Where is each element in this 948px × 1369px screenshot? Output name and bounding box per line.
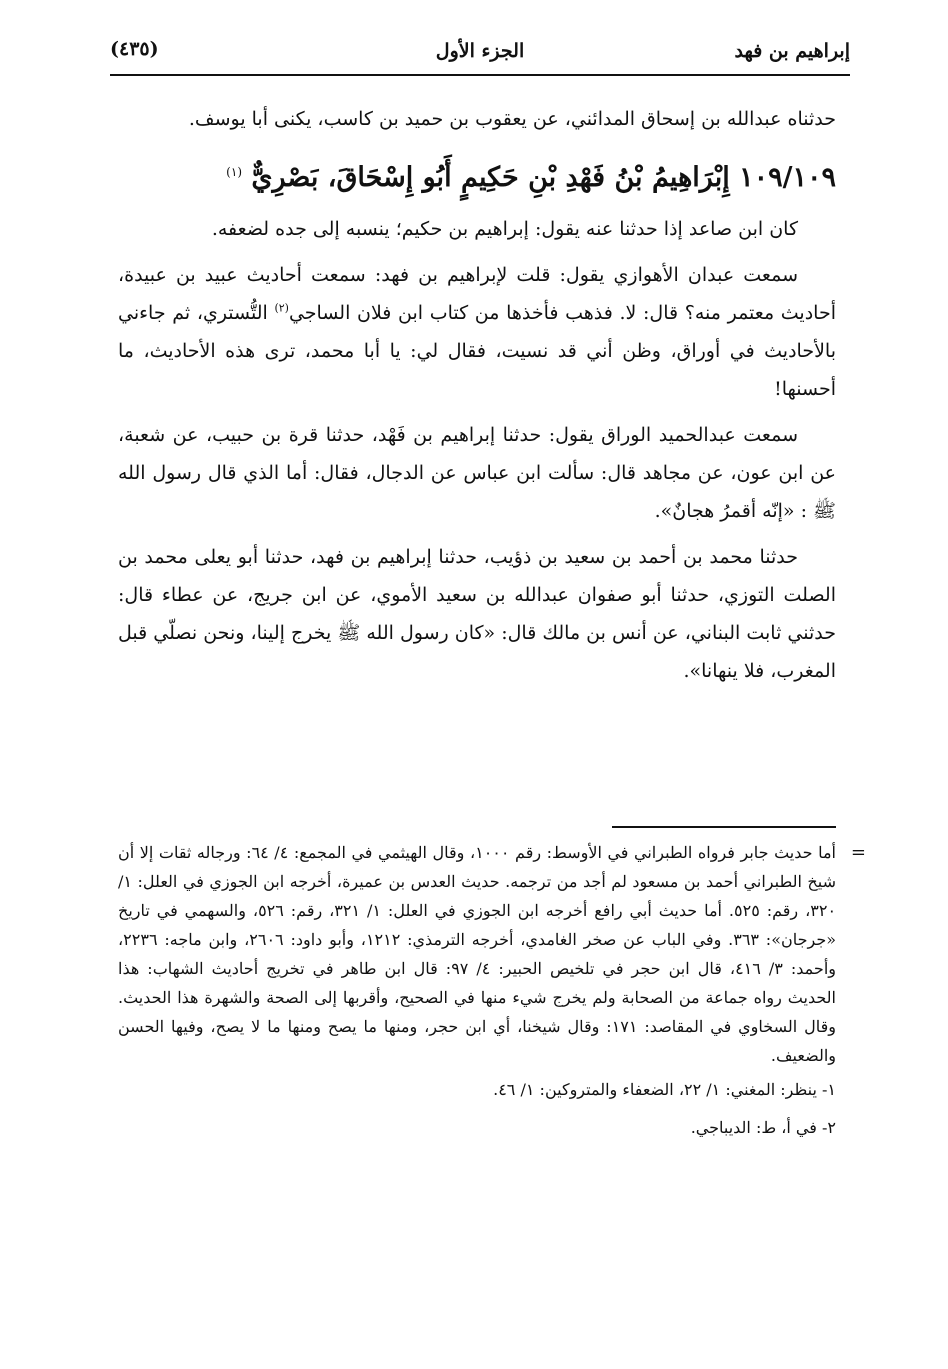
footnote-continuation-mark: = [850, 842, 866, 863]
entry-title-ref: (١) [226, 165, 242, 179]
footnote-2: ٢- في أ، ط: الديباجي. [690, 1118, 836, 1137]
footnote-continued-text: أما حديث جابر فرواه الطبراني في الأوسط: رقم ١٠٠٠، وقال الهيثمي في المجمع: ٤/ ٦٤: ورجاله ثقات إلا أن شيخ الطبراني أحمد بن مسعود لم أجد من ترجمه. حديث العدس بن عميرة، أخرجه ابن الجوزي في العلل: ١/ ٣٢٠، رقم: ٥٢٥. أما حديث أبي رافع أخرجه ابن الجوزي في العلل: ١/ ٣٢١، رقم: ٥٢٦، والسهمي في تاريخ «جرجان»: ٣٦٣. وفي الباب عن صخر الغامدي، أخرجه الترمذي: ١٢١٢، وأبو داود: ٢٦٠٦، وابن ماجه: ٢٢٣٦، وأحمد: ٣/ ٤١٦، قال ابن حجر في تلخيص الحبير: ٤/ ٩٧: قال ابن طاهر في تخريج أحاديث الشهاب: هذا الحديث رواه جماعة من الصحابة ولم يخرج شيء منها في الصحيح، وأقربها إلى الصحة والشهرة هذا الحديث. وقال السخاوي في المقاصد: ١٧١: وقال شيخنا، أي ابن حجر، ومنها ما يصح ومنها ما لا يصح، وفيها الحسن والضعيف. [118, 843, 837, 1065]
paragraph-2-text: سمعت عبدان الأهوازي يقول: قلت لإبراهيم بن فهد: سمعت أحاديث عبيد بن عبيدة، أحاديث معتمر منه؟ قال: لا. فذهب فأخذها من كتاب ابن فلان الساجي [118, 264, 836, 324]
footnote-1: ١- ينظر: المغني: ١/ ٢٢، الضعفاء والمتروكين: ١/ ٤٦. [493, 1080, 836, 1099]
paragraph-intro: حدثناه عبدالله بن إسحاق المدائني، عن يعقوب بن حميد بن كاسب، يكنى أبا يوسف. [188, 108, 836, 130]
entry-title-text: ١٠٩/١٠٩ إِبْرَاهِيمُ بْنُ فَهْدِ بْنِ حَكِيمٍ أَبُو إِسْحَاقَ، بَصْرِيٌّ [251, 162, 836, 193]
paragraph-2 [118, 256, 836, 408]
header-author-name: إبراهيم بن فهد [734, 40, 850, 62]
main-text [118, 100, 836, 698]
paragraph-2-ref: (٢) [274, 301, 289, 315]
paragraph-4: حدثنا محمد بن أحمد بن سعيد بن ذؤيب، حدثنا إبراهيم بن فهد، حدثنا أبو يعلى محمد بن الصلت التوزي، حدثنا أبو صفوان عبدالله بن سعيد الأموي، عن ابن جريج، عن عطاء قال: حدثني ثابت البناني، عن أنس بن مالك قال: «كان رسول الله ﷺ يخرج إلينا، ونحن نصلّي قبل المغرب، فلا ينهانا». [118, 546, 836, 682]
footnote-rule [612, 826, 836, 828]
footnote-list [118, 1074, 836, 1144]
paragraph-3: سمعت عبدالحميد الوراق يقول: حدثنا إبراهيم بن فَهْد، حدثنا قرة بن حبيب، عن شعبة، عن ابن عون، عن مجاهد قال: سألت ابن عباس عن الدجال، فقال: أما الذي قال رسول الله ﷺ : «إنّه أقمرُ هجانٌ». [118, 424, 836, 522]
header-volume: الجزء الأول [435, 40, 525, 62]
header-rule [110, 74, 850, 76]
footnotes [118, 838, 866, 1150]
running-header [110, 34, 850, 70]
paragraph-1: كان ابن صاعد إذا حدثنا عنه يقول: إبراهيم بن حكيم؛ ينسبه إلى جده لضعفه. [211, 218, 798, 240]
header-page-number: (٤٣٥) [110, 38, 159, 60]
paragraph-2-continuation: التُّستري، ثم جاءني بالأحاديث في أوراق، وظن أني قد نسيت، فقال لي: يا أبا محمد، ترى هذه الأحاديث، ما أحسنها! [118, 302, 836, 400]
entry-title [118, 150, 836, 200]
